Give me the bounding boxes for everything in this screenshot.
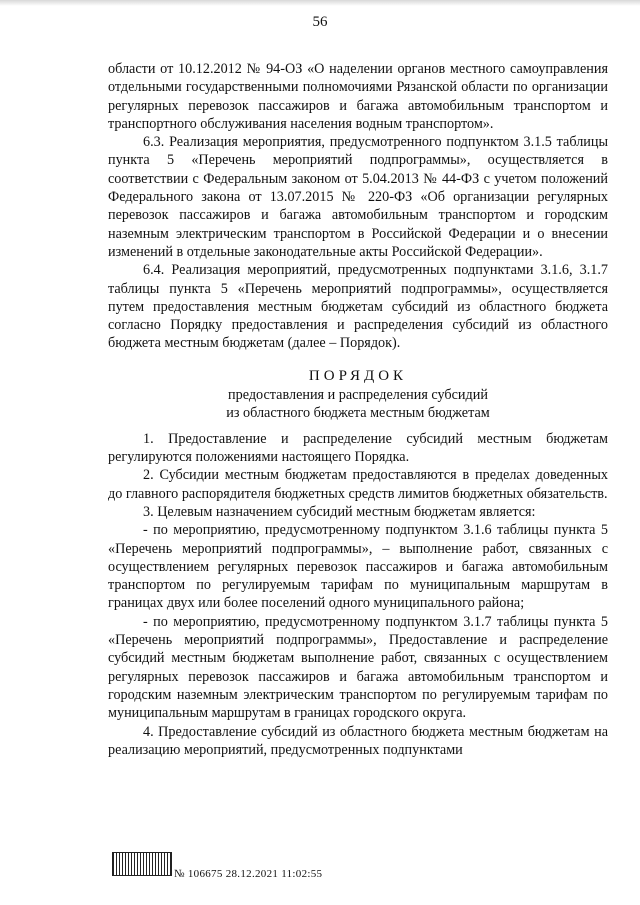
item-3: 3. Целевым назначением субсидий местным бюджетам является: <box>143 503 536 520</box>
section-subtitle-line-2: из областного бюджета местным бюджетам <box>226 404 490 421</box>
section-title: ПОРЯДОК <box>308 367 408 384</box>
item-3-bullet-2: - по мероприятию, предусмотренному подпунктом 3.1.7 таблицы пункта 5 «Перечень мероприятий подпрограммы», Предоставление и распределение субсидий местным бюджетам выполнение работ, связанных с осуществлением регулярных перевозок пассажиров и багажа автомобильным транспортом и городским наземным электрическим транспортом по регулируемым тарифам по муниципальным маршрутам в границах городского округа. <box>108 613 608 722</box>
scan-edge <box>0 0 640 6</box>
spacer <box>108 422 608 430</box>
item-2: 2. Субсидии местным бюджетам предоставляются в пределах доведенных до главного распорядителя бюджетных средств лимитов бюджетных обязательств. <box>108 467 608 502</box>
document-body <box>108 60 608 759</box>
document-registration-stamp: № 106675 28.12.2021 11:02:55 <box>174 868 323 880</box>
footer <box>108 848 608 888</box>
page-number: 56 <box>312 14 328 30</box>
item-3-bullet-1: - по мероприятию, предусмотренному подпунктом 3.1.6 таблицы пункта 5 «Перечень мероприятий подпрограммы», – выполнение работ, связанных с осуществлением регулярных перевозок пассажиров и багажа автомобильным транспортом по регулируемым тарифам по муниципальным маршрутам в границах двух или более поселений одного муниципального района; <box>108 522 608 612</box>
barcode-icon <box>112 852 172 876</box>
item-1: 1. Предоставление и распределение субсидий местным бюджетам регулируются положениями настоящего Порядка. <box>108 430 608 466</box>
section-subtitle-line-1: предоставления и распределения субсидий <box>228 386 488 403</box>
spacer <box>108 353 608 361</box>
paragraph-6-3: 6.3. Реализация мероприятия, предусмотренного подпунктом 3.1.5 таблицы пункта 5 «Перечень мероприятий подпрограммы», осуществляется в соответствии с Федеральным законом от 5.04.2013 № 44-ФЗ с учетом положений Федерального закона от 13.07.2015 № 220-ФЗ «Об организации регулярных перевозок пассажиров и багажа автомобильным транспортом и городским наземным электрическим транспортом в Российской Федерации и о внесении изменений в отдельные законодательные акты Российской Федерации». <box>108 134 608 260</box>
paragraph-6-4: 6.4. Реализация мероприятий, предусмотренных подпунктами 3.1.6, 3.1.7 таблицы пункта 5 «Перечень мероприятий подпрограммы», осуществляется путем предоставления местным бюджетам субсидий из областного бюджета согласно Порядку предоставления и распределения субсидий из областного бюджета местным бюджетам (далее – Порядок). <box>108 262 608 352</box>
item-4: 4. Предоставление субсидий из областного бюджета местным бюджетам на реализацию мероприятий, предусмотренных подпунктами <box>108 723 608 758</box>
paragraph-continuation: области от 10.12.2012 № 94-ОЗ «О наделении органов местного самоуправления отдельными государственными полномочиями Рязанской области по организации регулярных перевозок пассажиров и багажа автомобильным транспортом и транспортного обслуживания населения водным транспортом». <box>108 61 608 132</box>
